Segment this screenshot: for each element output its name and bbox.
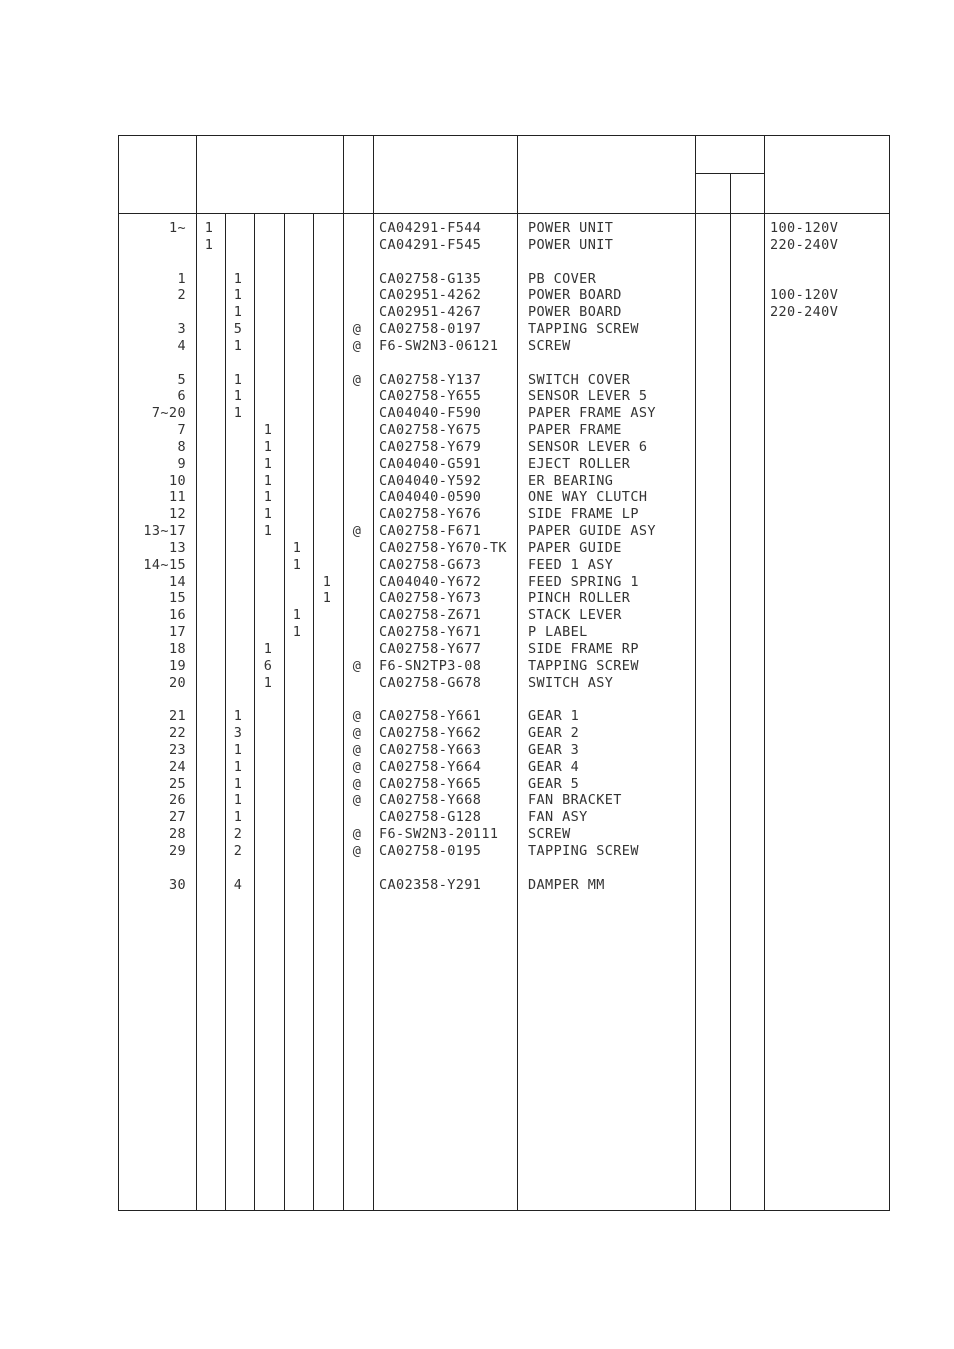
cell-ref: 2 <box>177 287 186 303</box>
table-row <box>0 271 954 288</box>
cell-part-no: CA02758-Y675 <box>379 422 482 438</box>
cell-l4: 1 <box>292 540 302 556</box>
table-row <box>0 237 954 254</box>
cell-description: PAPER GUIDE ASY <box>528 523 656 539</box>
cell-description: DAMPER MM <box>528 877 605 893</box>
cell-mark: @ <box>352 725 362 741</box>
table-row <box>0 624 954 641</box>
cell-description: P LABEL <box>528 624 588 640</box>
cell-ref: 4 <box>177 338 186 354</box>
cell-ref: 26 <box>168 792 186 808</box>
cell-mark: @ <box>352 776 362 792</box>
cell-l4: 1 <box>292 607 302 623</box>
cell-l3: 1 <box>263 675 273 691</box>
cell-ref: 18 <box>168 641 186 657</box>
cell-ref: 16 <box>168 607 186 623</box>
cell-l2: 5 <box>233 321 243 337</box>
cell-mark: @ <box>352 372 362 388</box>
table-row <box>0 287 954 304</box>
cell-part-no: CA02758-Y679 <box>379 439 482 455</box>
cell-mark: @ <box>352 792 362 808</box>
cell-description: SCREW <box>528 338 571 354</box>
table-row <box>0 590 954 607</box>
cell-ref: 6 <box>177 388 186 404</box>
table-row <box>0 725 954 742</box>
cell-ref: 11 <box>168 489 186 505</box>
cell-part-no: CA02758-Y677 <box>379 641 482 657</box>
cell-ref: 14~15 <box>143 557 186 573</box>
cell-part-no: CA02758-Y137 <box>379 372 482 388</box>
cell-part-no: CA02758-Y655 <box>379 388 482 404</box>
table-row <box>0 439 954 456</box>
cell-ref: 10 <box>168 473 186 489</box>
cell-l2: 2 <box>233 826 243 842</box>
cell-part-no: CA04040-Y592 <box>379 473 482 489</box>
cell-mark: @ <box>352 742 362 758</box>
table-row <box>0 321 954 338</box>
cell-l1: 1 <box>204 237 214 253</box>
cell-description: TAPPING SCREW <box>528 843 639 859</box>
table-row <box>0 742 954 759</box>
cell-part-no: CA02758-Z671 <box>379 607 482 623</box>
cell-part-no: CA02758-Y676 <box>379 506 482 522</box>
cell-part-no: CA02758-F671 <box>379 523 482 539</box>
cell-part-no: CA02758-G678 <box>379 675 482 691</box>
table-row <box>0 523 954 540</box>
cell-part-no: F6-SW2N3-20111 <box>379 826 499 842</box>
cell-ref: 24 <box>168 759 186 775</box>
cell-description: SENSOR LEVER 6 <box>528 439 648 455</box>
cell-description: POWER BOARD <box>528 304 622 320</box>
cell-description: ER BEARING <box>528 473 614 489</box>
cell-part-no: CA02758-Y662 <box>379 725 482 741</box>
cell-mark: @ <box>352 843 362 859</box>
table-row <box>0 304 954 321</box>
cell-description: POWER BOARD <box>528 287 622 303</box>
cell-description: TAPPING SCREW <box>528 321 639 337</box>
cell-part-no: CA02758-G673 <box>379 557 482 573</box>
cell-description: STACK LEVER <box>528 607 622 623</box>
cell-ref: 28 <box>168 826 186 842</box>
cell-l3: 1 <box>263 473 273 489</box>
cell-description: FAN ASY <box>528 809 588 825</box>
cell-mark: @ <box>352 759 362 775</box>
cell-ref: 9 <box>177 456 186 472</box>
cell-description: FEED 1 ASY <box>528 557 614 573</box>
cell-l2: 1 <box>233 271 243 287</box>
cell-l3: 1 <box>263 641 273 657</box>
cell-l2: 3 <box>233 725 243 741</box>
table-row <box>0 456 954 473</box>
cell-ref: 22 <box>168 725 186 741</box>
cell-part-no: CA02758-G135 <box>379 271 482 287</box>
cell-l3: 1 <box>263 489 273 505</box>
table-row <box>0 675 954 692</box>
cell-remarks: 220-240V <box>770 304 839 320</box>
cell-ref: 8 <box>177 439 186 455</box>
cell-part-no: CA02758-Y670-TK <box>379 540 507 556</box>
cell-description: POWER UNIT <box>528 237 614 253</box>
table-row <box>0 405 954 422</box>
table-row <box>0 843 954 860</box>
cell-part-no: CA02758-Y663 <box>379 742 482 758</box>
cell-part-no: F6-SW2N3-06121 <box>379 338 499 354</box>
cell-ref: 21 <box>168 708 186 724</box>
cell-part-no: CA02758-0195 <box>379 843 482 859</box>
cell-l3: 1 <box>263 506 273 522</box>
cell-description: SIDE FRAME LP <box>528 506 639 522</box>
cell-l3: 1 <box>263 439 273 455</box>
table-row <box>0 473 954 490</box>
cell-description: PB COVER <box>528 271 597 287</box>
cell-mark: @ <box>352 708 362 724</box>
cell-ref: 15 <box>168 590 186 606</box>
cell-description: PINCH ROLLER <box>528 590 631 606</box>
cell-l2: 1 <box>233 372 243 388</box>
cell-ref: 5 <box>177 372 186 388</box>
cell-l2: 1 <box>233 405 243 421</box>
cell-ref: 3 <box>177 321 186 337</box>
cell-ref: 29 <box>168 843 186 859</box>
cell-description: GEAR 3 <box>528 742 580 758</box>
table-row <box>0 338 954 355</box>
cell-part-no: CA04040-0590 <box>379 489 482 505</box>
cell-remarks: 100-120V <box>770 220 839 236</box>
cell-l2: 1 <box>233 809 243 825</box>
cell-l4: 1 <box>292 624 302 640</box>
table-row <box>0 489 954 506</box>
cell-description: SIDE FRAME RP <box>528 641 639 657</box>
cell-mark: @ <box>352 658 362 674</box>
cell-l2: 1 <box>233 742 243 758</box>
cell-l3: 1 <box>263 456 273 472</box>
table-row <box>0 826 954 843</box>
cell-l4: 1 <box>292 557 302 573</box>
cell-mark: @ <box>352 523 362 539</box>
cell-l1: 1 <box>204 220 214 236</box>
table-row <box>0 792 954 809</box>
cell-l3: 1 <box>263 422 273 438</box>
cell-ref: 20 <box>168 675 186 691</box>
cell-part-no: F6-SN2TP3-08 <box>379 658 482 674</box>
table-row <box>0 574 954 591</box>
table-row <box>0 422 954 439</box>
cell-ref: 13~17 <box>143 523 186 539</box>
cell-ref: 13 <box>168 540 186 556</box>
table-row <box>0 809 954 826</box>
cell-description: EJECT ROLLER <box>528 456 631 472</box>
cell-description: SENSOR LEVER 5 <box>528 388 648 404</box>
cell-part-no: CA04291-F545 <box>379 237 482 253</box>
cell-part-no: CA02758-Y671 <box>379 624 482 640</box>
cell-part-no: CA02758-Y664 <box>379 759 482 775</box>
cell-description: GEAR 2 <box>528 725 580 741</box>
cell-l2: 1 <box>233 759 243 775</box>
table-row <box>0 641 954 658</box>
cell-part-no: CA04040-F590 <box>379 405 482 421</box>
cell-ref: 12 <box>168 506 186 522</box>
cell-mark: @ <box>352 338 362 354</box>
cell-ref: 7~20 <box>151 405 186 421</box>
cell-ref: 1~ <box>168 220 186 236</box>
cell-l2: 4 <box>233 877 243 893</box>
cell-l2: 1 <box>233 776 243 792</box>
cell-l2: 2 <box>233 843 243 859</box>
cell-part-no: CA02758-G128 <box>379 809 482 825</box>
cell-ref: 27 <box>168 809 186 825</box>
cell-ref: 25 <box>168 776 186 792</box>
cell-description: SWITCH COVER <box>528 372 631 388</box>
cell-description: GEAR 5 <box>528 776 580 792</box>
cell-ref: 23 <box>168 742 186 758</box>
cell-description: TAPPING SCREW <box>528 658 639 674</box>
table-row <box>0 658 954 675</box>
cell-description: GEAR 1 <box>528 708 580 724</box>
cell-part-no: CA02951-4262 <box>379 287 482 303</box>
cell-l3: 6 <box>263 658 273 674</box>
cell-part-no: CA02758-Y665 <box>379 776 482 792</box>
cell-description: GEAR 4 <box>528 759 580 775</box>
table-row <box>0 877 954 894</box>
cell-part-no: CA02758-Y673 <box>379 590 482 606</box>
cell-l5: 1 <box>322 590 332 606</box>
table-row <box>0 759 954 776</box>
cell-ref: 17 <box>168 624 186 640</box>
cell-part-no: CA04040-G591 <box>379 456 482 472</box>
cell-mark: @ <box>352 826 362 842</box>
cell-ref: 30 <box>168 877 186 893</box>
cell-part-no: CA04040-Y672 <box>379 574 482 590</box>
table-row <box>0 708 954 725</box>
cell-ref: 14 <box>168 574 186 590</box>
cell-remarks: 220-240V <box>770 237 839 253</box>
cell-description: POWER UNIT <box>528 220 614 236</box>
cell-mark: @ <box>352 321 362 337</box>
cell-l2: 1 <box>233 287 243 303</box>
cell-l3: 1 <box>263 523 273 539</box>
cell-ref: 19 <box>168 658 186 674</box>
table-row <box>0 540 954 557</box>
table-row <box>0 372 954 389</box>
table-row <box>0 506 954 523</box>
header-divider <box>118 213 890 214</box>
cell-part-no: CA02951-4267 <box>379 304 482 320</box>
cell-l5: 1 <box>322 574 332 590</box>
cell-description: PAPER GUIDE <box>528 540 622 556</box>
cell-l2: 1 <box>233 304 243 320</box>
cell-description: FAN BRACKET <box>528 792 622 808</box>
cell-description: SCREW <box>528 826 571 842</box>
cell-l2: 1 <box>233 708 243 724</box>
cell-l2: 1 <box>233 792 243 808</box>
cell-part-no: CA04291-F544 <box>379 220 482 236</box>
cell-ref: 1 <box>177 271 186 287</box>
cell-part-no: CA02758-Y668 <box>379 792 482 808</box>
cell-part-no: CA02758-Y661 <box>379 708 482 724</box>
cell-l2: 1 <box>233 388 243 404</box>
cell-part-no: CA02358-Y291 <box>379 877 482 893</box>
cell-ref: 7 <box>177 422 186 438</box>
cell-part-no: CA02758-0197 <box>379 321 482 337</box>
cell-description: PAPER FRAME <box>528 422 622 438</box>
cell-remarks: 100-120V <box>770 287 839 303</box>
cell-description: FEED SPRING 1 <box>528 574 639 590</box>
cell-description: SWITCH ASY <box>528 675 614 691</box>
table-row <box>0 220 954 237</box>
cell-l2: 1 <box>233 338 243 354</box>
cell-description: PAPER FRAME ASY <box>528 405 656 421</box>
table-row <box>0 776 954 793</box>
table-row <box>0 388 954 405</box>
cell-description: ONE WAY CLUTCH <box>528 489 648 505</box>
table-row <box>0 607 954 624</box>
table-row <box>0 557 954 574</box>
